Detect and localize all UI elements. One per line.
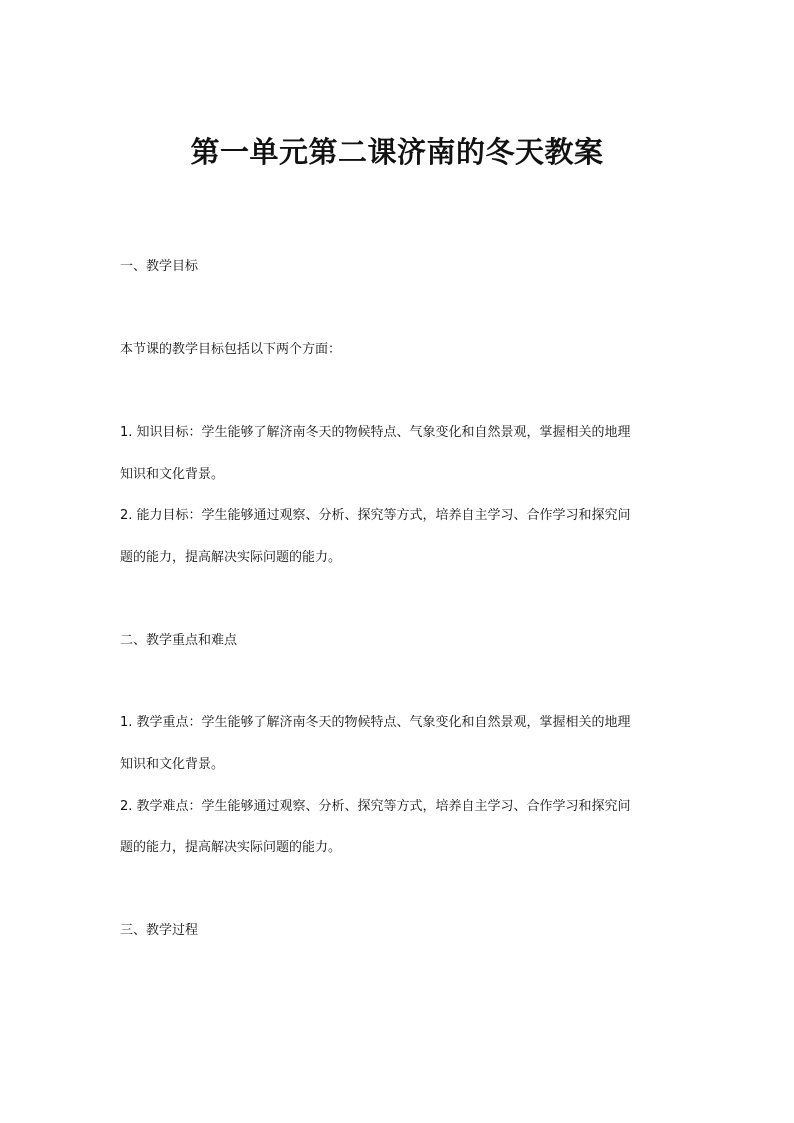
objective-item-2-line-2: 题的能力，提高解决实际问题的能力。 — [120, 550, 342, 565]
objective-item-1-line-1: 1. 知识目标：学生能够了解济南冬天的物候特点、气象变化和自然景观，掌握相关的地理 — [120, 425, 631, 440]
section-heading-objectives: 一、教学目标 — [120, 259, 199, 274]
section-heading-key-points: 二、教学重点和难点 — [120, 633, 238, 648]
key-point-item-2-line-1: 2. 教学难点：学生能够通过观察、分析、探究等方式，培养自主学习、合作学习和探究问 — [120, 799, 631, 814]
document-title: 第一单元第二课济南的冬天教案 — [190, 135, 604, 169]
key-point-item-2-line-2: 题的能力，提高解决实际问题的能力。 — [120, 840, 342, 855]
objective-item-1-line-2: 知识和文化背景。 — [120, 467, 225, 482]
key-point-item-1-line-2: 知识和文化背景。 — [120, 757, 225, 772]
section-heading-process: 三、教学过程 — [120, 923, 199, 938]
key-point-item-1-line-1: 1. 教学重点：学生能够了解济南冬天的物候特点、气象变化和自然景观，掌握相关的地理 — [120, 715, 631, 730]
objective-item-2-line-1: 2. 能力目标：学生能够通过观察、分析、探究等方式，培养自主学习、合作学习和探究问 — [120, 508, 631, 523]
objectives-intro: 本节课的教学目标包括以下两个方面： — [120, 342, 342, 357]
